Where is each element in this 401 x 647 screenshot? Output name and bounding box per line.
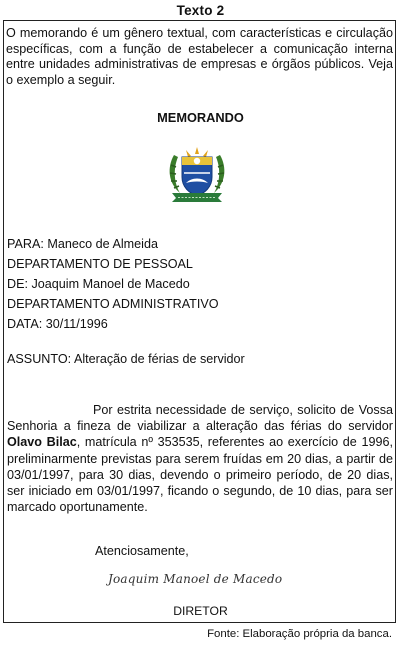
- date-line: DATA: 30/11/1996: [7, 317, 108, 331]
- subject-line: ASSUNTO: Alteração de férias de servidor: [7, 352, 245, 366]
- sender-department-line: DEPARTAMENTO ADMINISTRATIVO: [7, 297, 219, 311]
- closing-line: Atenciosamente,: [95, 544, 189, 558]
- memo-header-block: [7, 234, 393, 334]
- intro-paragraph: O memorando é um gênero textual, com características e circulação específicas, com a função de estabelecer a comunicação interna entre unidades administrativas de empresas e órgãos públicos. Veja o exemplo a seguir.: [6, 26, 393, 87]
- sender-line: DE: Joaquim Manoel de Macedo: [7, 277, 190, 291]
- handwritten-signature: Joaquim Manoel de Macedo: [108, 572, 283, 586]
- servant-name: Olavo Bilac: [7, 435, 77, 450]
- memo-body-end: , matrícula nº 353535, referentes ao exercício de 1996, preliminarmente previstas para serem fruídas em 20 dias, a partir de 03/01/1997, para 30 dias, devendo o primeiro período, de 20 dias, ser iniciado em 03/01/1997, ficando o segundo, de 10 dias, para ser marcado oportunamente.: [7, 435, 393, 515]
- memo-heading: MEMORANDO: [157, 110, 244, 125]
- recipient-department-line: DEPARTAMENTO DE PESSOAL: [7, 257, 193, 271]
- text-title: Texto 2: [176, 3, 225, 18]
- state-coat-of-arms-icon: [164, 143, 230, 203]
- source-note: Fonte: Elaboração própria da banca.: [207, 628, 392, 640]
- signer-role: DIRETOR: [173, 604, 228, 618]
- memo-body-start: Por estrita necessidade de serviço, solicito de Vossa Senhoria a fineza de viabilizar a alteração das férias do servidor: [7, 403, 393, 434]
- recipient-line: PARA: Maneco de Almeida: [7, 237, 158, 251]
- memo-body: [7, 402, 393, 515]
